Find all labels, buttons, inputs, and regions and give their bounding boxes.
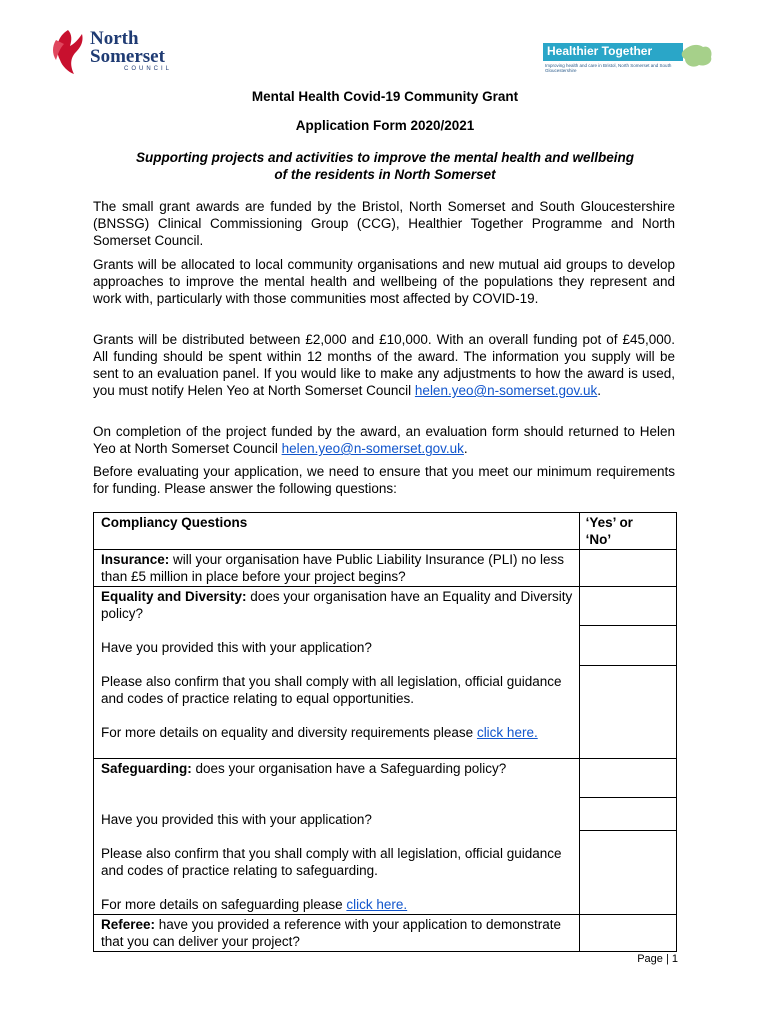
compliancy-table [93, 512, 677, 952]
answer-cell-insurance[interactable] [579, 550, 676, 587]
logo-text-council: COUNCIL [124, 66, 173, 72]
safeguarding-provided-question: Have you provided this with your application? [101, 812, 372, 827]
table-row-insurance [94, 550, 677, 587]
question-equality: Equality and Diversity: does your organisation have an Equality and Diversity policy? Have you provided this with your application? Please also confirm that you shall comply with all legislation, official guidance and codes of practice relating to equal opportunities. For more details on equality and diversity requirements please click here. [94, 587, 580, 759]
safeguarding-more-details: For more details on safeguarding please click here. [101, 897, 408, 912]
equality-click-here-link[interactable]: click here. [476, 725, 538, 740]
answer-equality-policy[interactable] [580, 587, 676, 626]
page-number: Page | 1 [637, 953, 678, 965]
email-link-helen-yeo[interactable]: helen.yeo@n-somerset.gov.uk [414, 383, 598, 398]
answer-safeguarding-comply[interactable] [580, 831, 676, 911]
logo-text-healthier-together: Healthier Together [547, 44, 653, 58]
requirements-paragraph: Before evaluating your application, we need to ensure that you meet our minimum requirements for funding. Please answer the following questions: [93, 464, 675, 496]
email-link-helen-yeo-2[interactable]: helen.yeo@n-somerset.gov.uk [281, 441, 464, 456]
map-shape-icon [681, 43, 715, 69]
question-safeguarding: Safeguarding: does your organisation have a Safeguarding policy? Have you provided this with your application? Please also confirm that you shall comply with all legislation, official guidance and codes of practice relating to safeguarding. For more details on safeguarding please click here. [94, 759, 580, 915]
answer-cell-safeguarding [579, 759, 676, 915]
requirements-paragraph-block [93, 463, 675, 497]
question-insurance: Insurance: will your organisation have Public Liability Insurance (PLI) no less than £5 million in place before your project begins? [94, 550, 580, 587]
page-title: Mental Health Covid-19 Community Grant [251, 89, 519, 104]
equality-provided-question: Have you provided this with your application? [101, 640, 372, 655]
equality-comply-question: Please also confirm that you shall comply with all legislation, official guidance and codes of practice relating to equal opportunities. [101, 674, 562, 706]
distribution-paragraph: Grants will be distributed between £2,000 and £10,000. With an overall funding pot of £45,000. All funding should be spent within 12 months of the award. The information you supply will be sent to an evaluation panel. If you would like to make any adjustments to how the award is used, you must notify Helen Yeo at North Somerset Council helen.yeo@n-somerset.gov.uk. [93, 332, 675, 398]
north-somerset-logo [48, 26, 188, 76]
distribution-paragraph-block [93, 331, 675, 399]
answer-cell-referee[interactable] [579, 915, 676, 952]
form-title: Application Form 2020/2021 [295, 118, 475, 133]
header-compliancy-questions: Compliancy Questions [94, 513, 580, 550]
table-header-row [94, 513, 677, 550]
table-row-referee [94, 915, 677, 952]
table-row-equality [94, 587, 677, 759]
intro-paragraph [93, 198, 675, 249]
header-yes-no: ‘Yes’ or ‘No’ [579, 513, 676, 550]
equality-more-details: For more details on equality and diversity requirements please click here. [101, 725, 538, 740]
logo-text-north-somerset: North Somerset [90, 28, 165, 67]
completion-paragraph-block [93, 423, 675, 457]
completion-paragraph: On completion of the project funded by the award, an evaluation form should returned to Helen Yeo at North Somerset Council helen.yeo@n-somerset.gov.uk. [93, 424, 675, 456]
safeguarding-click-here-link[interactable]: click here. [346, 897, 408, 912]
allocation-paragraph: Grants will be allocated to local community organisations and new mutual aid groups to develop approaches to improve the mental health and wellbeing of the populations they represent and work with, particularly with those communities most affected by COVID-19. [93, 257, 675, 306]
funding-paragraph: The small grant awards are funded by the Bristol, North Somerset and South Gloucestershire (BNSSG) Clinical Commissioning Group (CCG), Healthier Together Programme and North Somerset Council. [93, 199, 675, 248]
answer-safeguarding-provided[interactable] [580, 798, 676, 831]
answer-safeguarding-policy[interactable] [580, 759, 676, 798]
answer-cell-equality [579, 587, 676, 759]
healthier-together-logo [543, 43, 713, 77]
subtitle: Supporting projects and activities to improve the mental health and wellbeing of the residents in North Somerset [135, 150, 635, 182]
phoenix-icon [48, 26, 88, 76]
safeguarding-comply-question: Please also confirm that you shall comply with all legislation, official guidance and codes of practice relating to safeguarding. [101, 846, 562, 878]
table-row-safeguarding [94, 759, 677, 915]
answer-equality-comply[interactable] [580, 666, 676, 758]
answer-equality-provided[interactable] [580, 626, 676, 666]
question-referee: Referee: have you provided a reference with your application to demonstrate that you can deliver your project? [94, 915, 580, 952]
logo-tagline: Improving health and care in Bristol, North Somerset and South Gloucestershire [545, 63, 672, 73]
allocation-paragraph-block [93, 256, 675, 307]
